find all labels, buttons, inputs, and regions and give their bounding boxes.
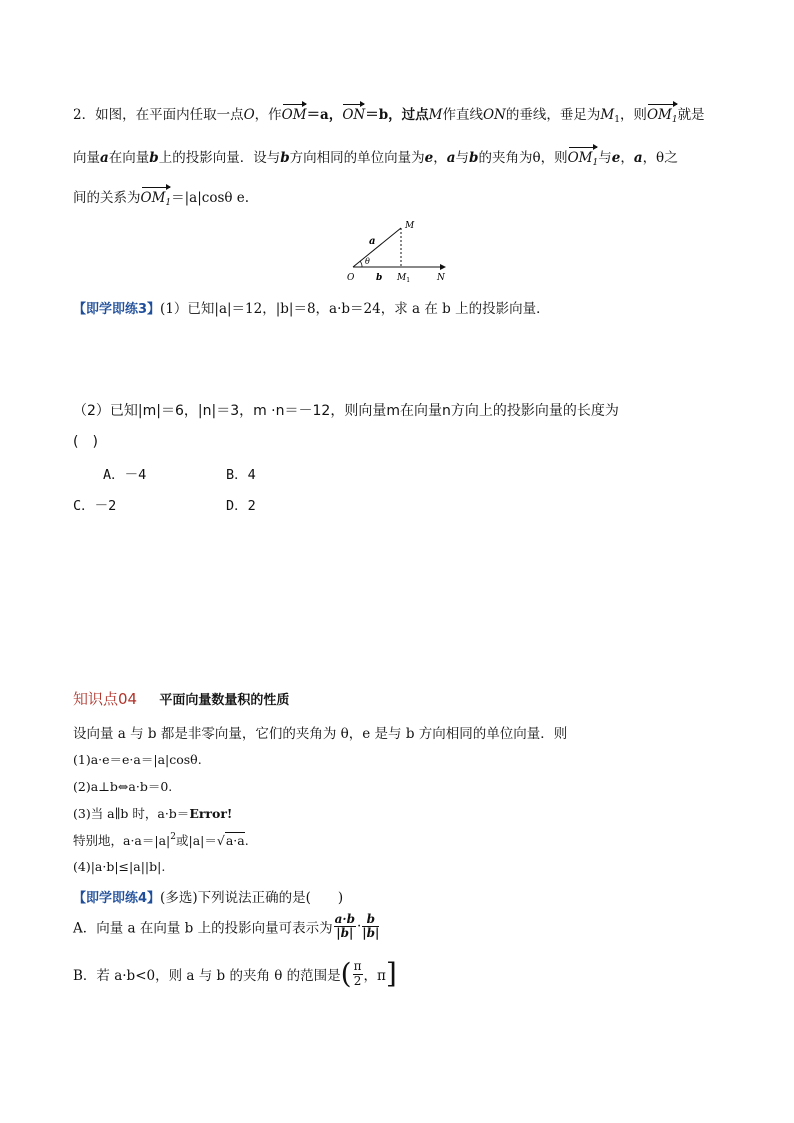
fraction-ab-over-b: $\frac{a\cdot b}{|b|}$	[334, 912, 355, 941]
exercise3-option-A: A．－4	[103, 467, 147, 483]
exercise4-tag: 【即学即练4】	[73, 891, 161, 906]
kp4-special: 特别地，$a\cdot a=|a|^2$或|a|＝√a·a.	[73, 832, 249, 848]
knowledge-point-heading	[73, 688, 289, 709]
exercise4-stem: 【即学即练4】(多选)下列说法正确的是( )	[73, 890, 344, 906]
label-b: b	[376, 273, 383, 283]
label-N: N	[437, 273, 445, 283]
error-text: Error!	[189, 806, 233, 821]
exercise3-part2: （2）已知|m|＝6，|n|＝3，m ·n＝－12，则向量m在向量n方向上的投影向量的长度为	[73, 403, 619, 419]
kp4-item2: (2)a⊥b⇔a·b＝0.	[73, 779, 173, 794]
arrowhead-N	[440, 264, 446, 270]
exercise4-option-B: B．若 a·b<0，则 a 与 b 的夹角 θ 的范围是( $\frac{\pi}{2}$ ，π]	[73, 957, 397, 990]
exercise3-part1: 【即学即练3】(1）已知|a|＝12，|b|＝8，a·b＝24，求 a 在 b 上的投影向量．	[73, 301, 550, 317]
sqrt-radicand: a·a	[225, 833, 245, 848]
label-M1: $M_1$	[397, 273, 411, 284]
kp4-item1: (1)a·e＝e·a＝|a|cosθ.	[73, 752, 202, 767]
vector-OM: OM	[281, 107, 307, 123]
label-O: O	[347, 273, 355, 283]
label-M: M	[405, 221, 415, 231]
vector-ON: ON	[342, 107, 366, 123]
fraction-b-over-b: $\frac{b}{|b|}$	[362, 912, 380, 941]
knowledge-point-title: 平面向量数量积的性质	[159, 693, 290, 708]
para2-line2: 向量a在向量b上的投影向量．设与b方向相同的单位向量为e，a与b的夹角为θ，则$OM_1$与e，a，θ之	[73, 150, 678, 168]
label-theta: θ	[365, 257, 370, 266]
exercise3-tag: 【即学即练3】	[73, 302, 161, 317]
vector-OM1: $OM_1$	[646, 107, 678, 125]
exercise4-option-A: A．向量 a 在向量 b 上的投影向量可表示为 $\frac{a\cdot b}{|b|}$ · $\frac{b}{|b|}$	[73, 912, 380, 941]
exercise3-paren: ( )	[73, 434, 98, 450]
fraction-pi-over-2: $\frac{\pi}{2}$	[353, 959, 362, 988]
projection-diagram	[340, 218, 460, 288]
para2-line1: 2．如图，在平面内任取一点O，作OM＝a，ON＝b，过点M作直线ON的垂线，垂足为$M_1$，则$OM_1$就是	[73, 107, 705, 125]
exercise3-option-C: C．－2	[73, 498, 117, 514]
para2-line3: 间的关系为$OM_1=|a|\cos\theta$ e.	[73, 190, 250, 208]
kp4-intro: 设向量 a 与 b 都是非零向量，它们的夹角为 θ，e 是与 b 方向相同的单位向量．则	[73, 726, 568, 742]
kp4-item4: (4)|a·b|≤|a||b|.	[73, 859, 166, 874]
knowledge-point-number: 知识点04	[73, 690, 138, 708]
exercise3-option-D: D．2	[226, 498, 256, 514]
label-a: a	[369, 236, 376, 247]
angle-arc	[360, 261, 362, 267]
kp4-item3: (3)当 a∥b 时，a·b＝Error!	[73, 806, 233, 821]
exercise3-option-B: B．4	[226, 467, 256, 483]
